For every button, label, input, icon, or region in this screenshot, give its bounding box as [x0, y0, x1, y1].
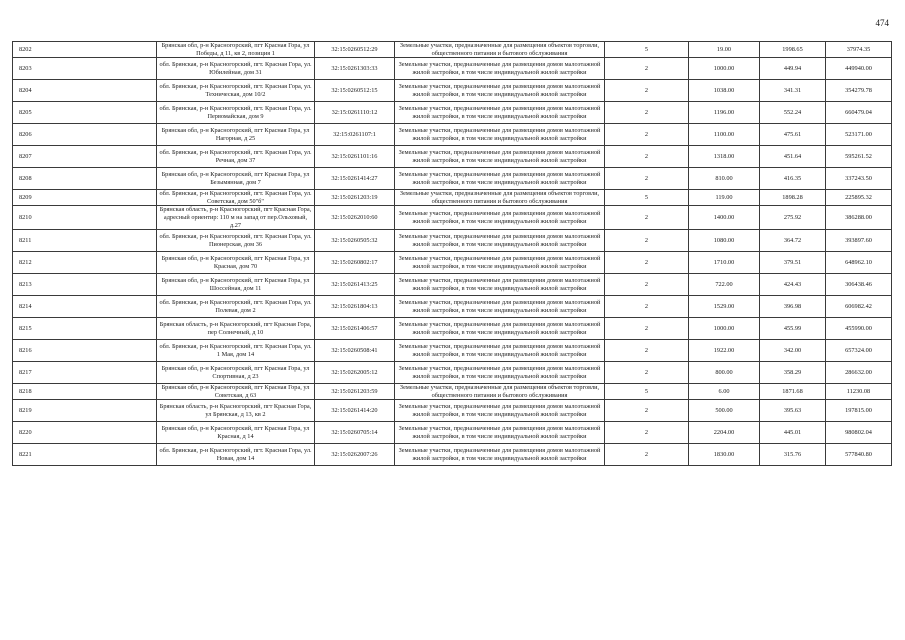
row-purpose: Земельные участки, предназначенные для размещения домов малоэтажной жилой застройки, в том числе индивидуальной жилой застройки — [395, 102, 605, 124]
row-group: 5 — [605, 42, 689, 58]
table-row — [13, 80, 892, 102]
row-address: Брянская область, р-н Красногорский, пгт Красная Гора, пер Солнечный, д 10 — [157, 318, 315, 340]
row-area: 810.00 — [689, 168, 760, 190]
row-purpose: Земельные участки, предназначенные для размещения домов малоэтажной жилой застройки, в том числе индивидуальной жилой застройки — [395, 444, 605, 466]
row-value: 449940.00 — [826, 58, 892, 80]
row-address: обл. Брянская, р-н Красногорский, пгт. Красная Гора, ул. Пионерская, дом 36 — [157, 230, 315, 252]
row-value: 455990.00 — [826, 318, 892, 340]
table-row — [13, 58, 892, 80]
row-rate: 1871.68 — [760, 384, 826, 400]
row-group: 2 — [605, 444, 689, 466]
table-row — [13, 362, 892, 384]
row-rate: 449.94 — [760, 58, 826, 80]
row-group: 2 — [605, 296, 689, 318]
row-group: 5 — [605, 384, 689, 400]
table-row — [13, 384, 892, 400]
row-address: Брянская область, р-н Красногорский, пгт Красная Гора, адресный ориентир: 110 м на запад от пер.Ольховый, д.27 — [157, 206, 315, 230]
row-cadastral-number: 32:15:0262010:60 — [315, 206, 395, 230]
row-rate: 364.72 — [760, 230, 826, 252]
row-purpose: Земельные участки, предназначенные для размещения домов малоэтажной жилой застройки, в том числе индивидуальной жилой застройки — [395, 230, 605, 252]
row-address: обл. Брянская, р-н Красногорский, пгт. Красная Гора, ул. Первомайская, дом 9 — [157, 102, 315, 124]
row-rate: 315.76 — [760, 444, 826, 466]
row-value: 660479.04 — [826, 102, 892, 124]
row-id: 8216 — [13, 340, 157, 362]
row-id: 8205 — [13, 102, 157, 124]
row-area: 1710.00 — [689, 252, 760, 274]
row-purpose: Земельные участки, предназначенные для размещения объектов торговли, общественного питания и бытового обслуживания — [395, 42, 605, 58]
row-value: 980802.04 — [826, 422, 892, 444]
row-rate: 455.99 — [760, 318, 826, 340]
row-address: обл. Брянская, р-н Красногорский, пгт. Красная Гора, ул. Речная, дом 37 — [157, 146, 315, 168]
row-value: 577840.80 — [826, 444, 892, 466]
row-rate: 395.63 — [760, 400, 826, 422]
row-purpose: Земельные участки, предназначенные для размещения домов малоэтажной жилой застройки, в том числе индивидуальной жилой застройки — [395, 274, 605, 296]
row-value: 393897.60 — [826, 230, 892, 252]
row-group: 5 — [605, 190, 689, 206]
row-cadastral-number: 32:15:0261101:16 — [315, 146, 395, 168]
row-cadastral-number: 32:15:0260512:29 — [315, 42, 395, 58]
row-value: 11230.08 — [826, 384, 892, 400]
row-group: 2 — [605, 58, 689, 80]
row-cadastral-number: 32:15:0262007:26 — [315, 444, 395, 466]
row-address: Брянская обл, р-н Красногорский, пгт Красная Гора, ул Нагорная, д 25 — [157, 124, 315, 146]
row-purpose: Земельные участки, предназначенные для размещения домов малоэтажной жилой застройки, в том числе индивидуальной жилой застройки — [395, 422, 605, 444]
row-id: 8212 — [13, 252, 157, 274]
row-address: Брянская обл, р-н Красногорский, пгт Красная Гора, ул Красная, дом 70 — [157, 252, 315, 274]
row-group: 2 — [605, 362, 689, 384]
row-group: 2 — [605, 252, 689, 274]
row-cadastral-number: 32:15:0261414:27 — [315, 168, 395, 190]
row-rate: 475.61 — [760, 124, 826, 146]
row-purpose: Земельные участки, предназначенные для размещения домов малоэтажной жилой застройки, в том числе индивидуальной жилой застройки — [395, 252, 605, 274]
row-id: 8213 — [13, 274, 157, 296]
table-row — [13, 340, 892, 362]
table-row — [13, 252, 892, 274]
table-row — [13, 444, 892, 466]
row-purpose: Земельные участки, предназначенные для размещения домов малоэтажной жилой застройки, в том числе индивидуальной жилой застройки — [395, 318, 605, 340]
cadastral-value-table — [12, 41, 892, 466]
row-rate: 396.98 — [760, 296, 826, 318]
row-id: 8207 — [13, 146, 157, 168]
table-row — [13, 124, 892, 146]
row-value: 225895.32 — [826, 190, 892, 206]
row-group: 2 — [605, 318, 689, 340]
row-address: обл. Брянская, р-н Красногорский, пгт. Красная Гора, ул. Техническая, дом 10/2 — [157, 80, 315, 102]
row-group: 2 — [605, 168, 689, 190]
table-row — [13, 400, 892, 422]
row-rate: 552.24 — [760, 102, 826, 124]
table-row — [13, 422, 892, 444]
row-rate: 379.51 — [760, 252, 826, 274]
row-group: 2 — [605, 340, 689, 362]
row-address: Брянская обл, р-н Красногорский, пгт Красная Гора, ул Спортивная, д 23 — [157, 362, 315, 384]
row-cadastral-number: 32:15:0261110:12 — [315, 102, 395, 124]
row-address: Брянская обл, р-н Красногорский, пгт Красная Гора, ул Безымянная, дом 7 — [157, 168, 315, 190]
row-cadastral-number: 32:15:0261413:25 — [315, 274, 395, 296]
row-cadastral-number: 32:15:0261804:13 — [315, 296, 395, 318]
row-purpose: Земельные участки, предназначенные для размещения домов малоэтажной жилой застройки, в том числе индивидуальной жилой застройки — [395, 146, 605, 168]
row-area: 1100.00 — [689, 124, 760, 146]
row-value: 306438.46 — [826, 274, 892, 296]
row-area: 1318.00 — [689, 146, 760, 168]
row-rate: 358.29 — [760, 362, 826, 384]
row-id: 8210 — [13, 206, 157, 230]
row-purpose: Земельные участки, предназначенные для размещения домов малоэтажной жилой застройки, в том числе индивидуальной жилой застройки — [395, 362, 605, 384]
row-group: 2 — [605, 274, 689, 296]
row-address: Брянская область, р-н Красногорский, пгт Красная Гора, ул Брянская, д 13, кв 2 — [157, 400, 315, 422]
row-value: 386288.00 — [826, 206, 892, 230]
row-area: 1038.00 — [689, 80, 760, 102]
row-value: 37974.35 — [826, 42, 892, 58]
table-row — [13, 102, 892, 124]
table-row — [13, 190, 892, 206]
row-area: 1000.00 — [689, 318, 760, 340]
table-row — [13, 230, 892, 252]
row-cadastral-number: 32:15:0260802:17 — [315, 252, 395, 274]
row-cadastral-number: 32:15:0261107:1 — [315, 124, 395, 146]
row-value: 595261.52 — [826, 146, 892, 168]
row-rate: 445.01 — [760, 422, 826, 444]
table-row — [13, 42, 892, 58]
row-area: 1922.00 — [689, 340, 760, 362]
row-id: 8202 — [13, 42, 157, 58]
row-area: 1400.00 — [689, 206, 760, 230]
row-area: 119.00 — [689, 190, 760, 206]
row-rate: 1998.65 — [760, 42, 826, 58]
row-id: 8211 — [13, 230, 157, 252]
row-value: 523171.00 — [826, 124, 892, 146]
row-id: 8219 — [13, 400, 157, 422]
row-purpose: Земельные участки, предназначенные для размещения домов малоэтажной жилой застройки, в том числе индивидуальной жилой застройки — [395, 168, 605, 190]
row-address: обл. Брянская, р-н Красногорский, пгт. Красная Гора, ул. Новая, дом 14 — [157, 444, 315, 466]
row-rate: 1898.28 — [760, 190, 826, 206]
row-rate: 451.64 — [760, 146, 826, 168]
row-address: обл. Брянская, р-н Красногорский, пгт. Красная Гора, ул. Советская, дом 50"б" — [157, 190, 315, 206]
row-id: 8220 — [13, 422, 157, 444]
row-address: обл. Брянская, р-н Красногорский, пгт. Красная Гора, ул. Юбилейная, дом 31 — [157, 58, 315, 80]
row-area: 1196.00 — [689, 102, 760, 124]
row-group: 2 — [605, 80, 689, 102]
row-address: обл. Брянская, р-н Красногорский, пгт. Красная Гора, ул. Полевая, дом 2 — [157, 296, 315, 318]
row-value: 354279.78 — [826, 80, 892, 102]
page-number: 474 — [875, 18, 889, 28]
row-purpose: Земельные участки, предназначенные для размещения объектов торговли, общественного питания и бытового обслуживания — [395, 384, 605, 400]
row-purpose: Земельные участки, предназначенные для размещения домов малоэтажной жилой застройки, в том числе индивидуальной жилой застройки — [395, 58, 605, 80]
row-cadastral-number: 32:15:0261406:57 — [315, 318, 395, 340]
row-group: 2 — [605, 422, 689, 444]
row-purpose: Земельные участки, предназначенные для размещения домов малоэтажной жилой застройки, в том числе индивидуальной жилой застройки — [395, 80, 605, 102]
row-rate: 341.31 — [760, 80, 826, 102]
table-body — [13, 42, 892, 466]
row-area: 800.00 — [689, 362, 760, 384]
row-address: Брянская обл, р-н Красногорский, пгт Красная Гора, ул Красная, д 14 — [157, 422, 315, 444]
row-cadastral-number: 32:15:0260512:15 — [315, 80, 395, 102]
row-rate: 275.92 — [760, 206, 826, 230]
row-address: Брянская обл, р-н Красногорский, пгт Красная Гора, ул Победы, д 11, кв 2, позиция 1 — [157, 42, 315, 58]
row-cadastral-number: 32:15:0262005:12 — [315, 362, 395, 384]
row-value: 197815.00 — [826, 400, 892, 422]
row-area: 722.00 — [689, 274, 760, 296]
row-rate: 416.35 — [760, 168, 826, 190]
row-value: 606982.42 — [826, 296, 892, 318]
row-group: 2 — [605, 400, 689, 422]
table-row — [13, 168, 892, 190]
row-purpose: Земельные участки, предназначенные для размещения домов малоэтажной жилой застройки, в том числе индивидуальной жилой застройки — [395, 124, 605, 146]
row-rate: 424.43 — [760, 274, 826, 296]
row-group: 2 — [605, 206, 689, 230]
row-purpose: Земельные участки, предназначенные для размещения домов малоэтажной жилой застройки, в том числе индивидуальной жилой застройки — [395, 296, 605, 318]
row-cadastral-number: 32:15:0261414:20 — [315, 400, 395, 422]
row-group: 2 — [605, 124, 689, 146]
row-id: 8217 — [13, 362, 157, 384]
row-area: 1529.00 — [689, 296, 760, 318]
table-row — [13, 206, 892, 230]
row-group: 2 — [605, 146, 689, 168]
row-cadastral-number: 32:15:0261203:19 — [315, 190, 395, 206]
row-id: 8214 — [13, 296, 157, 318]
row-area: 19.00 — [689, 42, 760, 58]
row-value: 648962.10 — [826, 252, 892, 274]
row-id: 8221 — [13, 444, 157, 466]
row-purpose: Земельные участки, предназначенные для размещения объектов торговли, общественного питания и бытового обслуживания — [395, 190, 605, 206]
row-id: 8203 — [13, 58, 157, 80]
row-address: Брянская обл, р-н Красногорский, пгт Красная Гора, ул Шоссейная, дом 11 — [157, 274, 315, 296]
row-cadastral-number: 32:15:0260505:32 — [315, 230, 395, 252]
row-area: 500.00 — [689, 400, 760, 422]
row-area: 1830.00 — [689, 444, 760, 466]
row-id: 8218 — [13, 384, 157, 400]
row-purpose: Земельные участки, предназначенные для размещения домов малоэтажной жилой застройки, в том числе индивидуальной жилой застройки — [395, 206, 605, 230]
row-cadastral-number: 32:15:0260705:14 — [315, 422, 395, 444]
table-row — [13, 146, 892, 168]
row-address: Брянская обл, р-н Красногорский, пгт Красная Гора, ул Советская, д 63 — [157, 384, 315, 400]
row-area: 2204.00 — [689, 422, 760, 444]
row-value: 337243.50 — [826, 168, 892, 190]
table-row — [13, 296, 892, 318]
row-value: 286632.00 — [826, 362, 892, 384]
row-area: 1000.00 — [689, 58, 760, 80]
row-area: 6.00 — [689, 384, 760, 400]
row-id: 8208 — [13, 168, 157, 190]
row-id: 8215 — [13, 318, 157, 340]
row-address: обл. Брянская, р-н Красногорский, пгт. Красная Гора, ул. 1 Мая, дом 14 — [157, 340, 315, 362]
row-purpose: Земельные участки, предназначенные для размещения домов малоэтажной жилой застройки, в том числе индивидуальной жилой застройки — [395, 340, 605, 362]
row-area: 1080.00 — [689, 230, 760, 252]
row-value: 657324.00 — [826, 340, 892, 362]
row-purpose: Земельные участки, предназначенные для размещения домов малоэтажной жилой застройки, в том числе индивидуальной жилой застройки — [395, 400, 605, 422]
row-group: 2 — [605, 230, 689, 252]
row-rate: 342.00 — [760, 340, 826, 362]
row-cadastral-number: 32:15:0261303:33 — [315, 58, 395, 80]
row-id: 8206 — [13, 124, 157, 146]
row-id: 8204 — [13, 80, 157, 102]
row-id: 8209 — [13, 190, 157, 206]
table-row — [13, 318, 892, 340]
row-cadastral-number: 32:15:0261203:59 — [315, 384, 395, 400]
row-cadastral-number: 32:15:0260508:41 — [315, 340, 395, 362]
table-row — [13, 274, 892, 296]
row-group: 2 — [605, 102, 689, 124]
